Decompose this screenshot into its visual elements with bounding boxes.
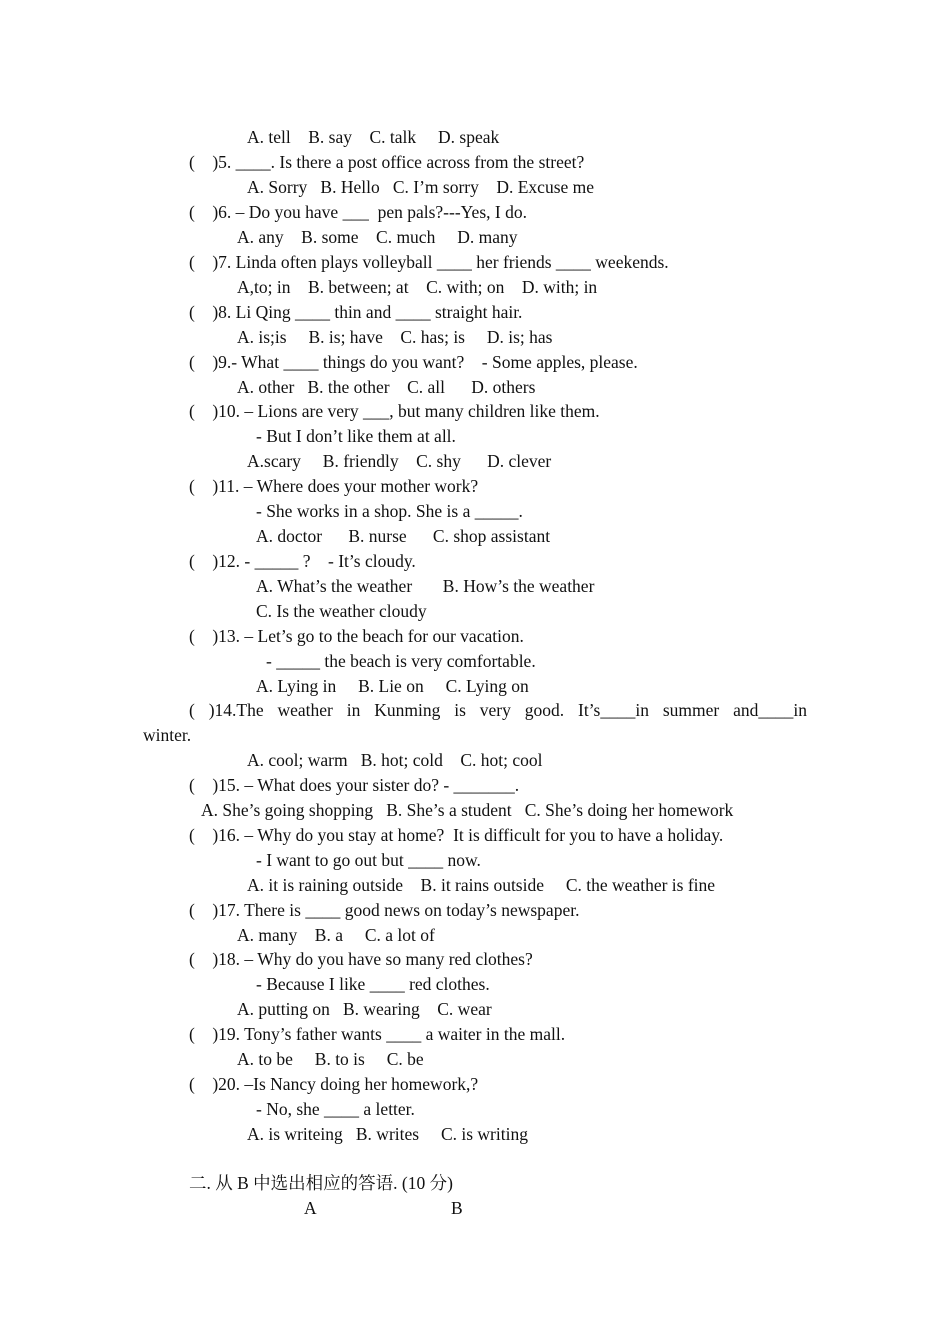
q13-stem: ( )13. – Let’s go to the beach for our vacation. — [189, 626, 524, 646]
q18-options: A. putting on B. wearing C. wear — [237, 999, 492, 1019]
column-a-label: A — [304, 1198, 317, 1218]
q11-reply: - She works in a shop. She is a _____. — [256, 501, 523, 521]
q15-options: A. She’s going shopping B. She’s a student C. She’s doing her homework — [201, 800, 734, 820]
section-2-heading: 二. 从 B 中选出相应的答语. (10 分) — [189, 1173, 453, 1193]
q12-stem: ( )12. - _____ ? - It’s cloudy. — [189, 551, 416, 571]
q17-options: A. many B. a C. a lot of — [237, 925, 435, 945]
q13-options: A. Lying in B. Lie on C. Lying on — [256, 676, 529, 696]
q16-stem: ( )16. – Why do you stay at home? It is difficult for you to have a holiday. — [189, 825, 724, 845]
q15-stem: ( )15. – What does your sister do? - _______. — [189, 775, 520, 795]
q10-options: A.scary B. friendly C. shy D. clever — [247, 451, 552, 471]
q14-stem: ( )14.The weather in Kunming is very good. It’s____in summer and____in — [189, 700, 807, 720]
q18-reply: - Because I like ____ red clothes. — [256, 974, 490, 994]
q5-stem: ( )5. ____. Is there a post office across from the street? — [189, 152, 585, 172]
q20-stem: ( )20. –Is Nancy doing her homework,? — [189, 1074, 479, 1094]
q14-options: A. cool; warm B. hot; cold C. hot; cool — [247, 750, 543, 770]
q9-options: A. other B. the other C. all D. others — [237, 377, 536, 397]
q16-reply: - I want to go out but ____ now. — [256, 850, 481, 870]
q12-options-c: C. Is the weather cloudy — [256, 601, 427, 621]
q19-stem: ( )19. Tony’s father wants ____ a waiter in the mall. — [189, 1024, 566, 1044]
q12-options-ab: A. What’s the weather B. How’s the weather — [256, 576, 595, 596]
q11-options: A. doctor B. nurse C. shop assistant — [256, 526, 551, 546]
q17-stem: ( )17. There is ____ good news on today’s newspaper. — [189, 900, 580, 920]
q18-stem: ( )18. – Why do you have so many red clothes? — [189, 949, 533, 969]
q6-options: A. any B. some C. much D. many — [237, 227, 518, 247]
q8-options: A. is;is B. is; have C. has; is D. is; has — [237, 327, 553, 347]
q9-stem: ( )9.- What ____ things do you want? - Some apples, please. — [189, 352, 638, 372]
q14-stem-continued: winter. — [143, 725, 192, 745]
column-b-label: B — [451, 1198, 463, 1218]
q11-stem: ( )11. – Where does your mother work? — [189, 476, 479, 496]
q16-options: A. it is raining outside B. it rains outside C. the weather is fine — [247, 875, 716, 895]
q19-options: A. to be B. to is C. be — [237, 1049, 424, 1069]
q20-options: A. is writeing B. writes C. is writing — [247, 1124, 528, 1144]
q4-options: A. tell B. say C. talk D. speak — [247, 127, 500, 147]
q20-reply: - No, she ____ a letter. — [256, 1099, 415, 1119]
q13-reply: - _____ the beach is very comfortable. — [266, 651, 536, 671]
q6-stem: ( )6. – Do you have ___ pen pals?---Yes, I do. — [189, 202, 527, 222]
q5-options: A. Sorry B. Hello C. I’m sorry D. Excuse me — [247, 177, 595, 197]
q8-stem: ( )8. Li Qing ____ thin and ____ straight hair. — [189, 302, 523, 322]
q10-stem: ( )10. – Lions are very ___, but many children like them. — [189, 401, 600, 421]
q7-options: A,to; in B. between; at C. with; on D. with; in — [237, 277, 598, 297]
q7-stem: ( )7. Linda often plays volleyball ____ her friends ____ weekends. — [189, 252, 669, 272]
q10-reply: - But I don’t like them at all. — [256, 426, 456, 446]
